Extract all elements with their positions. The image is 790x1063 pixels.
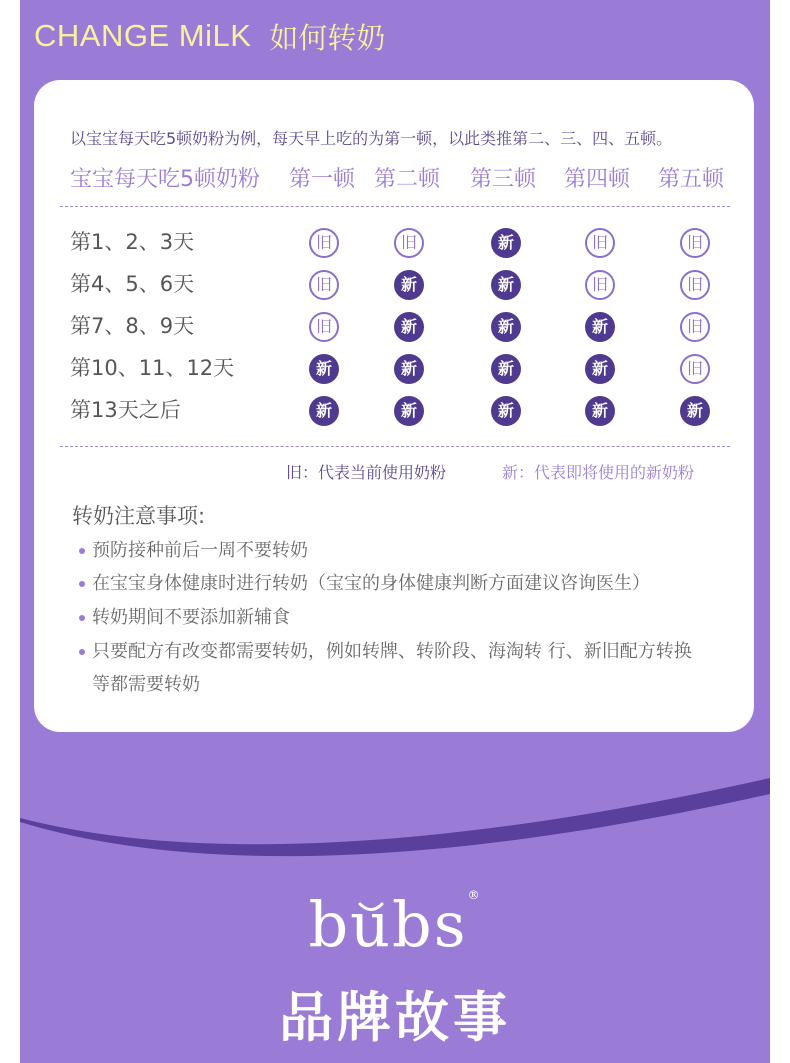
info-card <box>34 80 754 732</box>
column-header-5: 第五顿 <box>658 167 725 192</box>
column-header-3: 第三顿 <box>470 167 537 192</box>
row-label: 第4、5、6天 <box>70 272 195 296</box>
bullet-dot <box>79 548 85 554</box>
new-milk-badge: 新 <box>585 396 615 426</box>
old-milk-badge: 旧 <box>680 354 710 384</box>
new-milk-badge: 新 <box>585 312 615 342</box>
new-milk-badge: 新 <box>491 354 521 384</box>
note-text: 转奶期间不要添加新辅食 <box>92 607 290 628</box>
old-milk-badge: 旧 <box>585 228 615 258</box>
old-milk-badge: 旧 <box>585 270 615 300</box>
table-intro: 以宝宝每天吃5顿奶粉为例，每天早上吃的为第一顿，以此类推第二、三、四、五顿。 <box>70 129 673 148</box>
note-item <box>80 601 720 634</box>
row-label: 第7、8、9天 <box>70 314 195 338</box>
column-header-2: 第二顿 <box>374 167 441 192</box>
legend-new: 新：代表即将使用的新奶粉 <box>502 463 695 482</box>
note-item <box>80 635 708 701</box>
row-label: 第10、11、12天 <box>70 356 235 380</box>
old-milk-badge: 旧 <box>680 228 710 258</box>
divider-bottom <box>60 446 730 447</box>
brand-story-title: 品牌故事 <box>279 986 511 1049</box>
column-header-1: 第一顿 <box>289 167 356 192</box>
page-background <box>20 0 770 1063</box>
note-text: 只要配方有改变都需要转奶，例如转牌、转阶段、海淘转 行、新旧配方转换等都需要转奶 <box>92 641 692 695</box>
new-milk-badge: 新 <box>585 354 615 384</box>
new-milk-badge: 新 <box>491 270 521 300</box>
bullet-dot <box>79 581 85 587</box>
header-title-cn: 如何转奶 <box>269 20 386 55</box>
wave-band <box>20 778 770 856</box>
old-milk-badge: 旧 <box>394 228 424 258</box>
page-header <box>34 14 385 58</box>
new-milk-badge: 新 <box>309 354 339 384</box>
header-title-en: CHANGE MiLK <box>34 18 252 53</box>
old-milk-badge: 旧 <box>309 312 339 342</box>
new-milk-badge: 新 <box>309 396 339 426</box>
row-label: 第1、2、3天 <box>70 230 195 254</box>
column-header-4: 第四顿 <box>564 167 631 192</box>
brand-logo-text: bubs <box>308 888 468 961</box>
bullet-dot <box>79 649 85 655</box>
note-text: 在宝宝身体健康时进行转奶（宝宝的身体健康判断方面建议咨询医生） <box>92 573 650 594</box>
new-milk-badge: 新 <box>394 312 424 342</box>
new-milk-badge: 新 <box>680 396 710 426</box>
new-milk-badge: 新 <box>491 228 521 258</box>
notes-title: 转奶注意事项: <box>72 504 206 528</box>
divider-top <box>60 206 730 207</box>
brand-logo <box>20 888 770 961</box>
old-milk-badge: 旧 <box>680 312 710 342</box>
new-milk-badge: 新 <box>394 396 424 426</box>
old-milk-badge: 旧 <box>680 270 710 300</box>
registered-mark: ® <box>467 888 482 902</box>
new-milk-badge: 新 <box>394 270 424 300</box>
note-item <box>80 534 720 567</box>
note-text: 预防接种前后一周不要转奶 <box>92 540 308 561</box>
decorative-wave <box>20 770 770 880</box>
new-milk-badge: 新 <box>491 396 521 426</box>
new-milk-badge: 新 <box>394 354 424 384</box>
legend-old: 旧：代表当前使用奶粉 <box>286 463 447 482</box>
new-milk-badge: 新 <box>491 312 521 342</box>
old-milk-badge: 旧 <box>309 270 339 300</box>
table-corner-label: 宝宝每天吃5顿奶粉 <box>70 167 260 192</box>
bullet-dot <box>79 615 85 621</box>
old-milk-badge: 旧 <box>309 228 339 258</box>
note-item <box>80 567 740 600</box>
row-label: 第13天之后 <box>70 398 181 422</box>
